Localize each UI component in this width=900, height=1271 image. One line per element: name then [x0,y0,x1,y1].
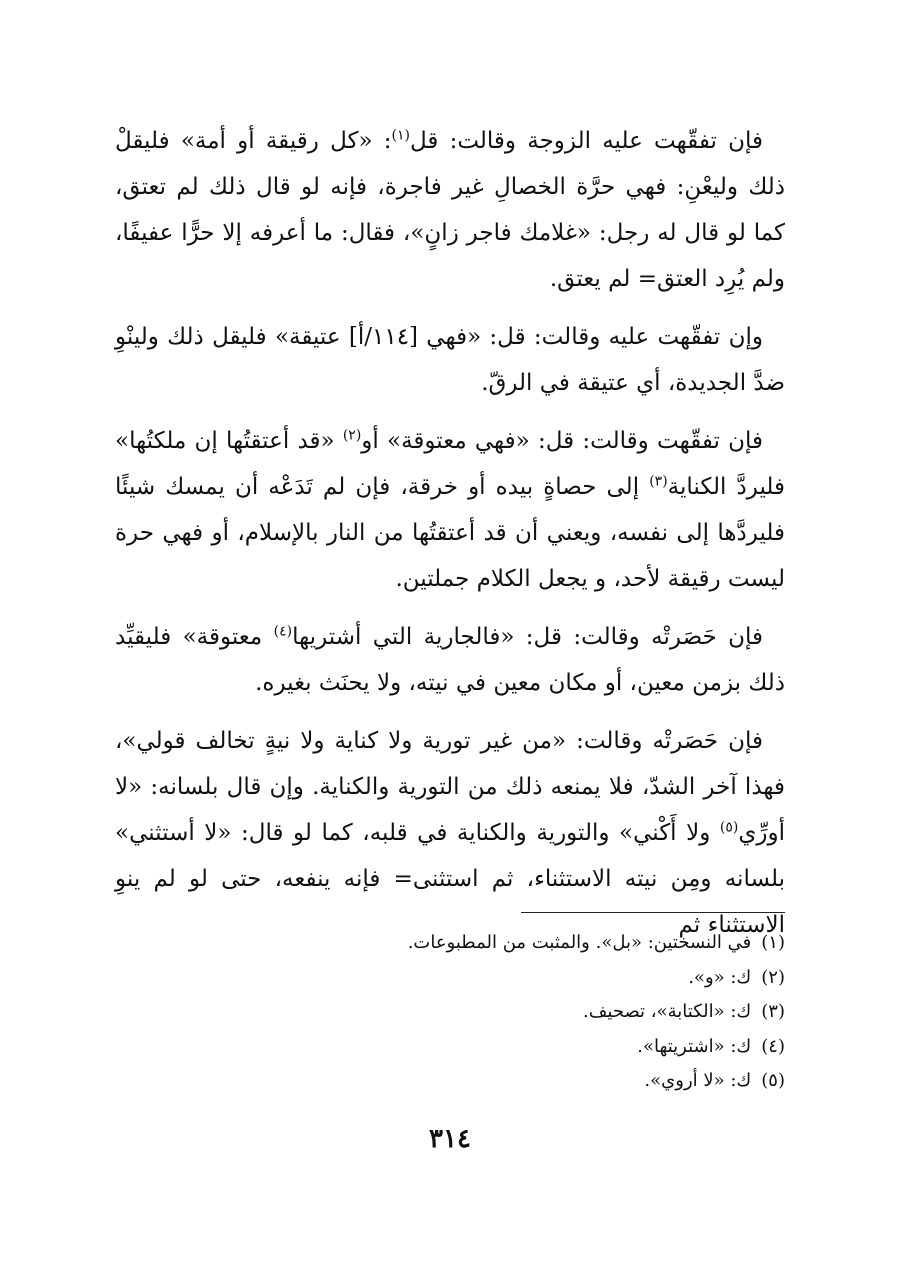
main-text [115,118,785,960]
footnote-text: ك: «و». [688,966,752,988]
footnote-divider [521,912,785,913]
footnote-5 [115,1064,785,1099]
footnote-3 [115,995,785,1030]
footnote-text: ك: «اشتريتها». [637,1035,752,1057]
footnote-text: ك: «لا أروي». [644,1070,752,1091]
paragraph-text: فإن حَصَرتْه وقالت: «من غير تورية ولا كناية ولا نيةٍ تخالف قولي»، فهذا آخر الشدّ، فلا يمنعه ذلك من التورية والكناية. وإن قال بلسانه: «لا أورِّي [115,728,785,846]
footnote-text: ك: «الكتابة»، تصحيف. [583,1001,752,1022]
paragraph-text: فإن تفقّهت عليه الزوجة وقالت: قل [409,128,763,154]
footnote-number: (١) [761,932,785,953]
footnote-ref-4[interactable]: (٤) [273,623,293,640]
footnote-ref-5[interactable]: (٥) [719,819,739,836]
footnotes [115,926,785,1099]
paragraph-5 [115,718,785,948]
page-number: ٣١٤ [429,1124,471,1154]
footnote-number: (٥) [761,1070,785,1091]
paragraph-2 [115,314,785,406]
paragraph-1 [115,118,785,302]
footnote-number: (٢) [761,966,785,988]
footnote-4 [115,1030,785,1065]
paragraph-text: معتوقة» فليقيِّد ذلك بزمن معين، أو مكان معين في نيته، ولا يحنَث بغيره. [115,624,785,696]
footnote-2 [115,961,785,996]
paragraph-text: «قد أعتقتُها إن ملكتُها» فليردَّ الكناية [115,428,786,500]
paragraph-4 [115,614,785,706]
footnote-ref-3[interactable]: (٣) [649,473,668,490]
footnote-ref-1[interactable]: (١) [391,127,410,144]
paragraph-text: فإن حَصَرتْه وقالت: قل: «فالجارية التي أشتريها [292,624,763,650]
paragraph-text: ولا أَكْني» والتورية والكناية في قلبه، كما لو قال: «لا أستثني» بلسانه ومِن نيته الاستثناء، ثم استثنى= فإنه ينفعه، حتى لو لم ينوِ الاستثناء ثم [115,820,785,938]
footnote-1 [115,926,785,961]
paragraph-text: إلى حصاةٍ بيده أو خرقة، فإن لم تَدَعْه أن يمسك شيئًا فليردَّها إلى نفسه، ويعني أن قد أعتقتُها من النار بالإسلام، أو فهي حرة ليست رقيقة لأحد، و يجعل الكلام جملتين. [115,474,785,592]
footnote-number: (٣) [761,1001,785,1022]
paragraph-text: : «كل رقيقة أو أمة» فليقلْ ذلك وليعْنِ: فهي حرَّة الخصالِ غير فاجرة، فإنه لو قال ذلك لم تعتق، كما لو قال له رجل: «غلامك فاجر زانٍ»، فقال: ما أعرفه إلا حرًّا عفيفًا، ولم يُرِد العتق= لم يعتق. [115,128,785,292]
footnote-text: في النسختين: «بل». والمثبت من المطبوعات. [407,932,752,953]
footnote-ref-2[interactable]: (٢) [342,427,362,444]
paragraph-text: فإن تفقّهت وقالت: قل: «فهي معتوقة» أو [361,428,763,454]
paragraph-text: وإن تفقّهت عليه وقالت: قل: «فهي [١١٤/أ] عتيقة» فليقل ذلك ولينْوِ ضدَّ الجديدة، أي عتيقة في الرقّ. [115,324,785,396]
footnote-number: (٤) [761,1035,785,1057]
paragraph-3 [115,418,785,602]
